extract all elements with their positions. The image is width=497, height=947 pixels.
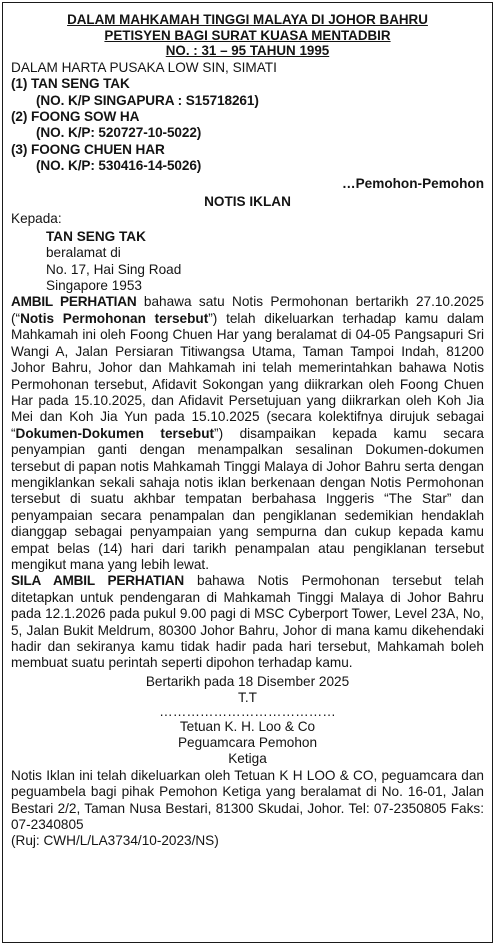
footer-paragraph: Notis Iklan ini telah dikeluarkan oleh Tetuan K H LOO & CO, peguamcara dan peguambela bagi pihak Pemohon Ketiga yang beralamat di No. 16-01, Jalan Bestari 2/2, Taman Nusa Bestari, 81300 Skudai, Johor. Tel: 07-2350805 Faks: 07-2340805 xyxy=(11,767,484,833)
party-id: (NO. K/P SINGAPURA : S15718261) xyxy=(36,92,259,108)
firm-role: Peguamcara Pemohon xyxy=(177,735,318,751)
firm-name: Tetuan K. H. Loo & Co xyxy=(179,718,316,734)
sila-ambil-perhatian-lead: SILA AMBIL PERHATIAN xyxy=(11,573,185,589)
defined-term: Notis Permohonan tersebut xyxy=(20,310,209,326)
addressee-line: beralamat di xyxy=(46,245,121,261)
notice-title: NOTIS IKLAN xyxy=(204,194,291,210)
court-heading: DALAM MAHKAMAH TINGGI MALAYA DI JOHOR BAHRU xyxy=(67,12,428,27)
para1-text: ”) telah dikeluarkan terhadap kamu dalam Mahkamah ini oleh Foong Chuen Har yang beralamat di 04-05 Pangsapuri Sri Wangi A, Jalan Persiaran Titiwangsa Utama, Taman Tampoi Indah, 81200 Johor Bahru, Johor dan Mahkamah ini telah memerintahkan bahawa Notis Permohonan tersebut, Afidavit Sokongan yang diikrarkan oleh Foong Chuen Har pada 15.10.2025, dan Afidavit Persetujuan yang diikrarkan oleh Koh Jia Mei dan Koh Jia Yun pada 15.10.2025 (secara kolektifnya dirujuk sebagai “ xyxy=(11,310,484,441)
notice-paragraph-1 xyxy=(11,294,484,573)
signature-block xyxy=(11,690,484,768)
petitioners-label: …Pemohon-Pemohon xyxy=(342,175,484,191)
party-id: (NO. K/P: 530416-14-5026) xyxy=(36,158,202,174)
party-1 xyxy=(11,76,484,109)
addressee-line: Singapore 1953 xyxy=(46,278,142,294)
party-name: (2) FOONG SOW HA xyxy=(11,109,140,124)
addressee-block xyxy=(11,229,484,295)
defined-term: Dokumen-Dokumen tersebut xyxy=(15,425,215,441)
kepada-label: Kepada: xyxy=(11,211,62,227)
party-id: (NO. K/P: 520727-10-5022) xyxy=(36,125,202,141)
signature-dots: ………………………………… xyxy=(159,703,336,719)
para1-text: ”) disampaikan kepada kamu secara penyampian ganti dengan menampalkan sesalinan Dokumen-dokumen tersebut di papan notis Mahkamah Tinggi Malaya di Johor Bahru serta dengan mengiklankan sekali sahaja notis iklan berkenaan dengan Notis Permohonan tersebut di suatu akhbar tempatan berbahasa Inggeris “The Star” dan penyampaian secara penampalan dan pengiklanan sedemikian hendaklah dianggap sebagai penyampaian yang sempurna dan cukup kepada kamu empat belas (14) hari dari tarikh penampalan atau pengiklanan tersebut mengikut mana yang lebih lewat. xyxy=(11,425,484,572)
petition-heading: PETISYEN BAGI SURAT KUASA MENTADBIR xyxy=(104,27,391,43)
case-number: NO. : 31 – 95 TAHUN 1995 xyxy=(165,43,330,59)
legal-notice xyxy=(11,12,484,850)
ambil-perhatian-lead: AMBIL PERHATIAN xyxy=(11,294,137,310)
party-2 xyxy=(11,109,484,142)
reference-line: (Ruj: CWH/L/LA3734/10-2023/NS) xyxy=(11,833,219,849)
notice-paragraph-2 xyxy=(11,573,484,671)
para1-text: bahawa satu Notis Permohonan bertarikh 27.10.2025 (“ xyxy=(11,294,484,326)
party-3 xyxy=(11,142,484,175)
addressee-line: No. 17, Hai Sing Road xyxy=(46,261,182,277)
dated-line: Bertarikh pada 18 Disember 2025 xyxy=(145,673,350,689)
estate-line: DALAM HARTA PUSAKA LOW SIN, SIMATI xyxy=(11,59,277,75)
signature-mark: T.T xyxy=(238,690,257,706)
para2-text: bahawa Notis Permohonan tersebut telah ditetapkan untuk pendengaran di Mahkamah Tinggi Malaya di Johor Bahru pada 12.1.2026 pada pukul 9.00 pagi di MSC Cyberport Tower, Level 23A, No, 5, Jalan Bukit Meldrum, 80300 Johor Bahru, Johor di mana kamu dikehendaki hadir dan sekiranya kamu tidak hadir pada hari tersebut, Mahkamah boleh membuat suatu perintah seperti dipohon terhadap kamu. xyxy=(11,573,484,671)
party-name: (1) TAN SENG TAK xyxy=(11,76,130,92)
firm-role: Ketiga xyxy=(228,751,267,767)
party-name: (3) FOONG CHUEN HAR xyxy=(11,141,165,157)
addressee-name: TAN SENG TAK xyxy=(46,228,146,244)
